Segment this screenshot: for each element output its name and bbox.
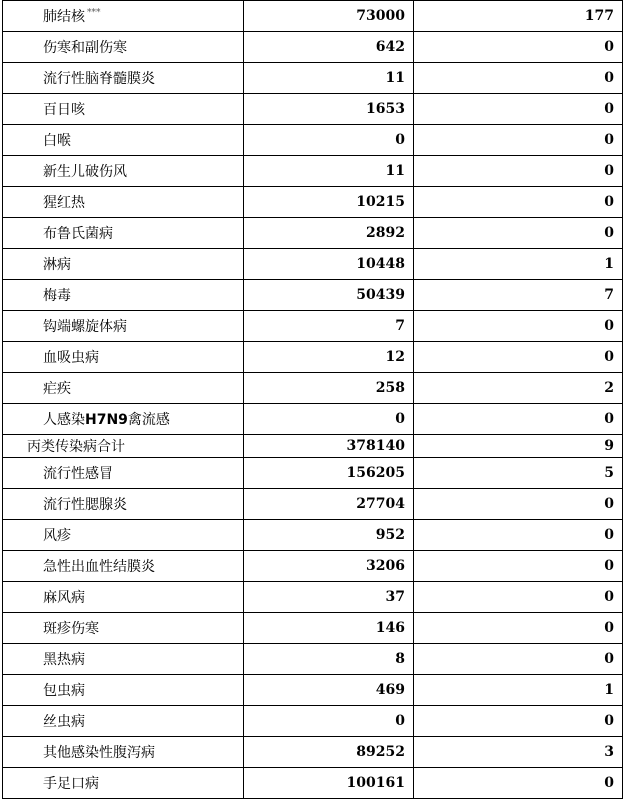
cases-cell: 1653: [244, 94, 414, 125]
disease-name: 斑疹伤寒: [3, 613, 244, 644]
disease-name: 黑热病: [3, 644, 244, 675]
cases-cell: 50439: [244, 280, 414, 311]
deaths-cell: 5: [414, 458, 623, 489]
deaths-cell: 0: [414, 156, 623, 187]
cases-cell: 952: [244, 520, 414, 551]
cases-cell: 10448: [244, 249, 414, 280]
cases-cell: 10215: [244, 187, 414, 218]
cases-cell: 0: [244, 125, 414, 156]
deaths-cell: 3: [414, 737, 623, 768]
cases-cell: 146: [244, 613, 414, 644]
table-row: [3, 280, 623, 311]
cases-cell: 12: [244, 342, 414, 373]
section-title: 丙类传染病合计: [3, 435, 244, 458]
disease-name: 流行性感冒: [3, 458, 244, 489]
table-row: [3, 458, 623, 489]
cases-cell: 2892: [244, 218, 414, 249]
table-row: [3, 249, 623, 280]
table-row: [3, 156, 623, 187]
disease-name-cell: [3, 1, 244, 32]
section-total-row: [3, 435, 623, 458]
disease-name-prefix: 人感染: [43, 412, 85, 428]
deaths-cell: 0: [414, 32, 623, 63]
cases-cell: 8: [244, 644, 414, 675]
deaths-cell: 0: [414, 706, 623, 737]
table-row: [3, 32, 623, 63]
deaths-cell: 0: [414, 520, 623, 551]
table-row: [3, 768, 623, 799]
cases-cell: 642: [244, 32, 414, 63]
table-row: [3, 125, 623, 156]
table-row: [3, 551, 623, 582]
table-row: [3, 644, 623, 675]
disease-name: 猩红热: [3, 187, 244, 218]
cases-cell: 7: [244, 311, 414, 342]
cases-cell: 100161: [244, 768, 414, 799]
table-row: [3, 737, 623, 768]
disease-name: 包虫病: [3, 675, 244, 706]
deaths-cell: 2: [414, 373, 623, 404]
cases-cell: 469: [244, 675, 414, 706]
deaths-cell: 0: [414, 644, 623, 675]
deaths-cell: 0: [414, 404, 623, 435]
cases-cell: 11: [244, 156, 414, 187]
table-row: [3, 489, 623, 520]
table-row: [3, 404, 623, 435]
table-row: [3, 218, 623, 249]
disease-name: 丝虫病: [3, 706, 244, 737]
table-row: [3, 613, 623, 644]
cases-cell: 11: [244, 63, 414, 94]
cases-cell: 378140: [244, 435, 414, 458]
deaths-cell: 0: [414, 551, 623, 582]
table-row: [3, 94, 623, 125]
disease-name: 伤寒和副伤寒: [3, 32, 244, 63]
table-row: [3, 342, 623, 373]
table-row: [3, 582, 623, 613]
deaths-cell: 0: [414, 342, 623, 373]
deaths-cell: 0: [414, 218, 623, 249]
table-row: [3, 520, 623, 551]
deaths-cell: 1: [414, 675, 623, 706]
disease-name: 梅毒: [3, 280, 244, 311]
deaths-cell: 0: [414, 489, 623, 520]
deaths-cell: 0: [414, 768, 623, 799]
cases-cell: 258: [244, 373, 414, 404]
disease-name: 血吸虫病: [3, 342, 244, 373]
disease-name: 风疹: [3, 520, 244, 551]
disease-name: 百日咳: [3, 94, 244, 125]
table-row: [3, 706, 623, 737]
disease-name: 急性出血性结膜炎: [3, 551, 244, 582]
cases-cell: 0: [244, 404, 414, 435]
table-row: [3, 1, 623, 32]
deaths-cell: 0: [414, 94, 623, 125]
footnote-marker: ***: [87, 8, 101, 18]
table-row: [3, 311, 623, 342]
cases-cell: 0: [244, 706, 414, 737]
disease-name: 其他感染性腹泻病: [3, 737, 244, 768]
table-row: [3, 63, 623, 94]
deaths-cell: 7: [414, 280, 623, 311]
cases-cell: 27704: [244, 489, 414, 520]
cases-cell: 156205: [244, 458, 414, 489]
cases-cell: 3206: [244, 551, 414, 582]
deaths-cell: 0: [414, 63, 623, 94]
disease-name-suffix: 禽流感: [127, 412, 170, 428]
disease-name: 流行性脑脊髓膜炎: [3, 63, 244, 94]
disease-name: 新生儿破伤风: [3, 156, 244, 187]
disease-name: 肺结核: [43, 9, 85, 25]
disease-name: 白喉: [3, 125, 244, 156]
disease-statistics-table: [2, 0, 623, 799]
disease-name: 流行性腮腺炎: [3, 489, 244, 520]
deaths-cell: 9: [414, 435, 623, 458]
disease-name: 布鲁氏菌病: [3, 218, 244, 249]
virus-code: H7N9: [85, 412, 128, 428]
disease-name: 钩端螺旋体病: [3, 311, 244, 342]
cases-cell: 89252: [244, 737, 414, 768]
disease-name: 淋病: [3, 249, 244, 280]
disease-name: 麻风病: [3, 582, 244, 613]
deaths-cell: 0: [414, 582, 623, 613]
deaths-cell: 1: [414, 249, 623, 280]
table-row: [3, 187, 623, 218]
table-row: [3, 675, 623, 706]
deaths-cell: 0: [414, 613, 623, 644]
deaths-cell: 177: [414, 1, 623, 32]
deaths-cell: 0: [414, 311, 623, 342]
deaths-cell: 0: [414, 125, 623, 156]
disease-name: 疟疾: [3, 373, 244, 404]
disease-name: 手足口病: [3, 768, 244, 799]
table-row: [3, 373, 623, 404]
deaths-cell: 0: [414, 187, 623, 218]
disease-name-cell: [3, 404, 244, 435]
cases-cell: 73000: [244, 1, 414, 32]
cases-cell: 37: [244, 582, 414, 613]
